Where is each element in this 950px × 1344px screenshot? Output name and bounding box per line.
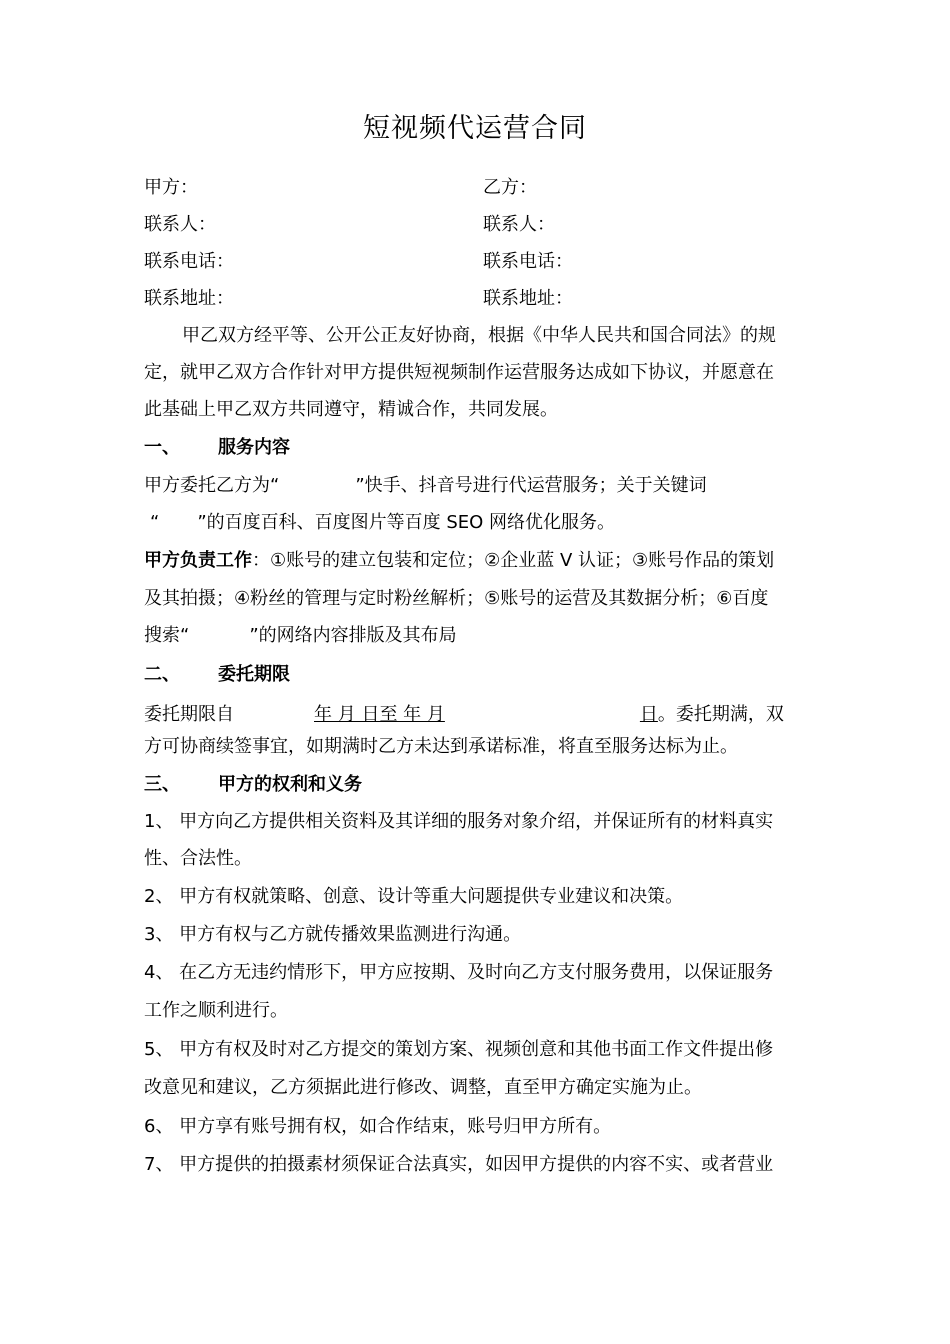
clause-line: 1、 甲方向乙方提供相关资料及其详细的服务对象介绍，并保证所有的材料真实 <box>144 811 774 832</box>
party-b-label: 乙方： <box>483 177 537 198</box>
clause-line: 改意见和建议，乙方须据此进行修改、调整，直至甲方确定实施为止。 <box>144 1077 702 1098</box>
clause-line: 4、 在乙方无违约情形下，甲方应按期、及时向乙方支付服务费用，以保证服务 <box>144 962 774 983</box>
duty-line: 及其拍摄；④粉丝的管理与定时粉丝解析；⑤账号的运营及其数据分析；⑥百度 <box>144 588 769 609</box>
section-number: 三、 <box>144 774 180 795</box>
text-fragment: ”的百度百科、百度图片等百度 SEO 网络优化服务。 <box>197 512 616 533</box>
text-fragment: 搜索“ <box>144 625 190 646</box>
intro-line: 定，就甲乙双方合作针对甲方提供短视频制作运营服务达成如下协议，并愿意在 <box>144 362 774 383</box>
contact-a-label: 联系人： <box>144 214 216 235</box>
section-heading <box>144 771 362 799</box>
contact-b-label: 联系人： <box>483 214 555 235</box>
text-fragment: ”的网络内容排版及其布局 <box>249 625 457 646</box>
section-number: 二、 <box>144 664 180 685</box>
section-title: 服务内容 <box>218 437 290 458</box>
section-title: 甲方的权利和义务 <box>218 774 362 795</box>
term-line <box>144 701 784 729</box>
text-fragment: ：①账号的建立包装和定位；②企业蓝 V 认证；③账号作品的策划 <box>252 550 775 571</box>
text-fragment: ”快手、抖音号进行代运营服务；关于关键词 <box>355 475 707 496</box>
clause-line: 工作之顺利进行。 <box>144 1000 288 1021</box>
text-fragment: 。委托期满，双 <box>657 704 784 725</box>
text-fragment: 甲方委托乙方为“ <box>144 475 280 496</box>
date-blank <box>296 704 640 725</box>
text-fragment: 委托期限自 <box>144 704 234 725</box>
term-line: 方可协商续签事宜，如期满时乙方未达到承诺标准，将直至服务达标为止。 <box>144 736 738 757</box>
clause-line: 6、 甲方享有账号拥有权，如合作结束，账号归甲方所有。 <box>144 1116 612 1137</box>
clause-line: 2、 甲方有权就策略、创意、设计等重大问题提供专业建议和决策。 <box>144 886 684 907</box>
intro-line: 甲乙双方经平等、公开公正友好协商，根据《中华人民共和国合同法》的规 <box>182 325 776 346</box>
address-b-label: 联系地址： <box>483 288 573 309</box>
page-title: 短视频代运营合同 <box>363 113 587 144</box>
section-title: 委托期限 <box>218 664 290 685</box>
phone-b-label: 联系电话： <box>483 251 573 272</box>
date-text: 年 月 日至 年 月 <box>314 704 445 725</box>
clause-line: 7、 甲方提供的拍摄素材须保证合法真实，如因甲方提供的内容不实、或者营业 <box>144 1154 774 1175</box>
phone-a-label: 联系电话： <box>144 251 234 272</box>
service-line <box>144 472 707 500</box>
text-fragment: “ <box>150 512 160 533</box>
address-a-label: 联系地址： <box>144 288 234 309</box>
date-day: 日 <box>639 704 658 725</box>
duty-label: 甲方负责工作 <box>144 550 252 571</box>
clause-line: 5、 甲方有权及时对乙方提交的策划方案、视频创意和其他书面工作文件提出修 <box>144 1039 774 1060</box>
section-heading <box>144 434 290 462</box>
party-a-label: 甲方： <box>144 177 198 198</box>
duty-line <box>144 622 457 650</box>
section-heading <box>144 661 290 689</box>
duty-line <box>144 547 774 575</box>
service-line <box>150 509 615 537</box>
intro-line: 此基础上甲乙双方共同遵守，精诚合作，共同发展。 <box>144 399 558 420</box>
section-number: 一、 <box>144 437 180 458</box>
clause-line: 3、 甲方有权与乙方就传播效果监测进行沟通。 <box>144 924 522 945</box>
clause-line: 性、合法性。 <box>144 848 252 869</box>
